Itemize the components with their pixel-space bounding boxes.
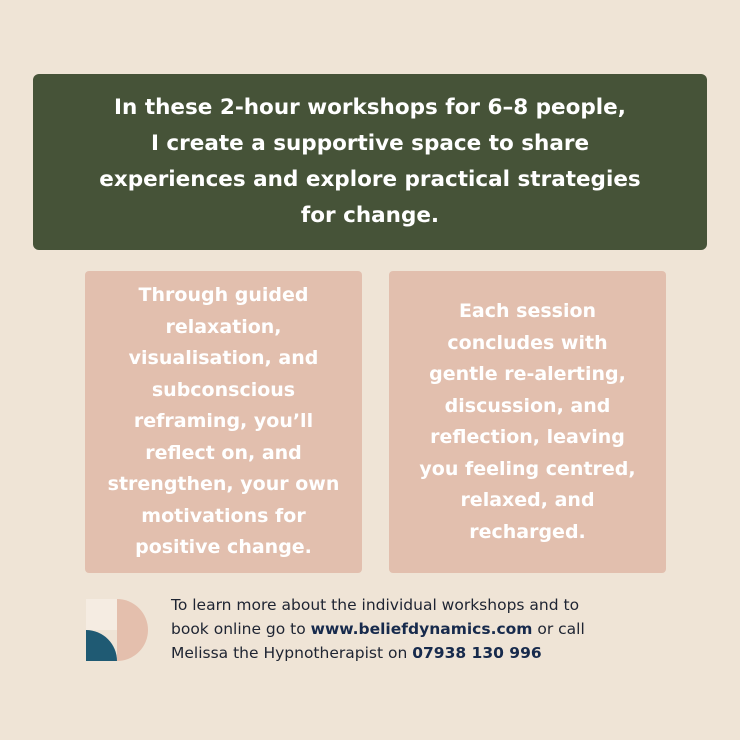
belief-dynamics-logo-icon: [86, 599, 148, 661]
footer-line-2-suffix: or call: [532, 620, 585, 638]
logo-peach-half-circle: [117, 599, 148, 661]
card-guided-relaxation: [85, 271, 362, 573]
card-session-conclusion: [389, 271, 666, 573]
footer-line-1: To learn more about the individual workshops and to: [171, 596, 580, 614]
intro-text: In these 2-hour workshops for 6–8 people, I create a supportive space to share experiences and explore practical strategies for change.: [99, 95, 641, 228]
footer-contact-text: [171, 593, 711, 665]
footer-line-3-prefix: Melissa the Hypnotherapist on: [171, 644, 413, 662]
phone-number[interactable]: 07938 130 996: [412, 644, 542, 662]
website-link[interactable]: www.beliefdynamics.com: [310, 620, 533, 638]
footer-line-2-prefix: book online go to: [171, 620, 311, 638]
logo-navy-quarter-circle: [86, 630, 117, 661]
card-guided-relaxation-text: Through guided relaxation, visualisation, and subconscious reframing, you’ll reflect on, and strengthen, your own motivations for positive change.: [107, 284, 340, 559]
intro-banner: [33, 74, 707, 250]
footer-line-3: [171, 641, 711, 665]
logo-light-block: [86, 599, 117, 630]
footer-line-2: [171, 617, 711, 641]
card-session-conclusion-text: Each session concludes with gentle re-alerting, discussion, and reflection, leaving you feeling centred, relaxed, and recharged.: [419, 300, 636, 543]
